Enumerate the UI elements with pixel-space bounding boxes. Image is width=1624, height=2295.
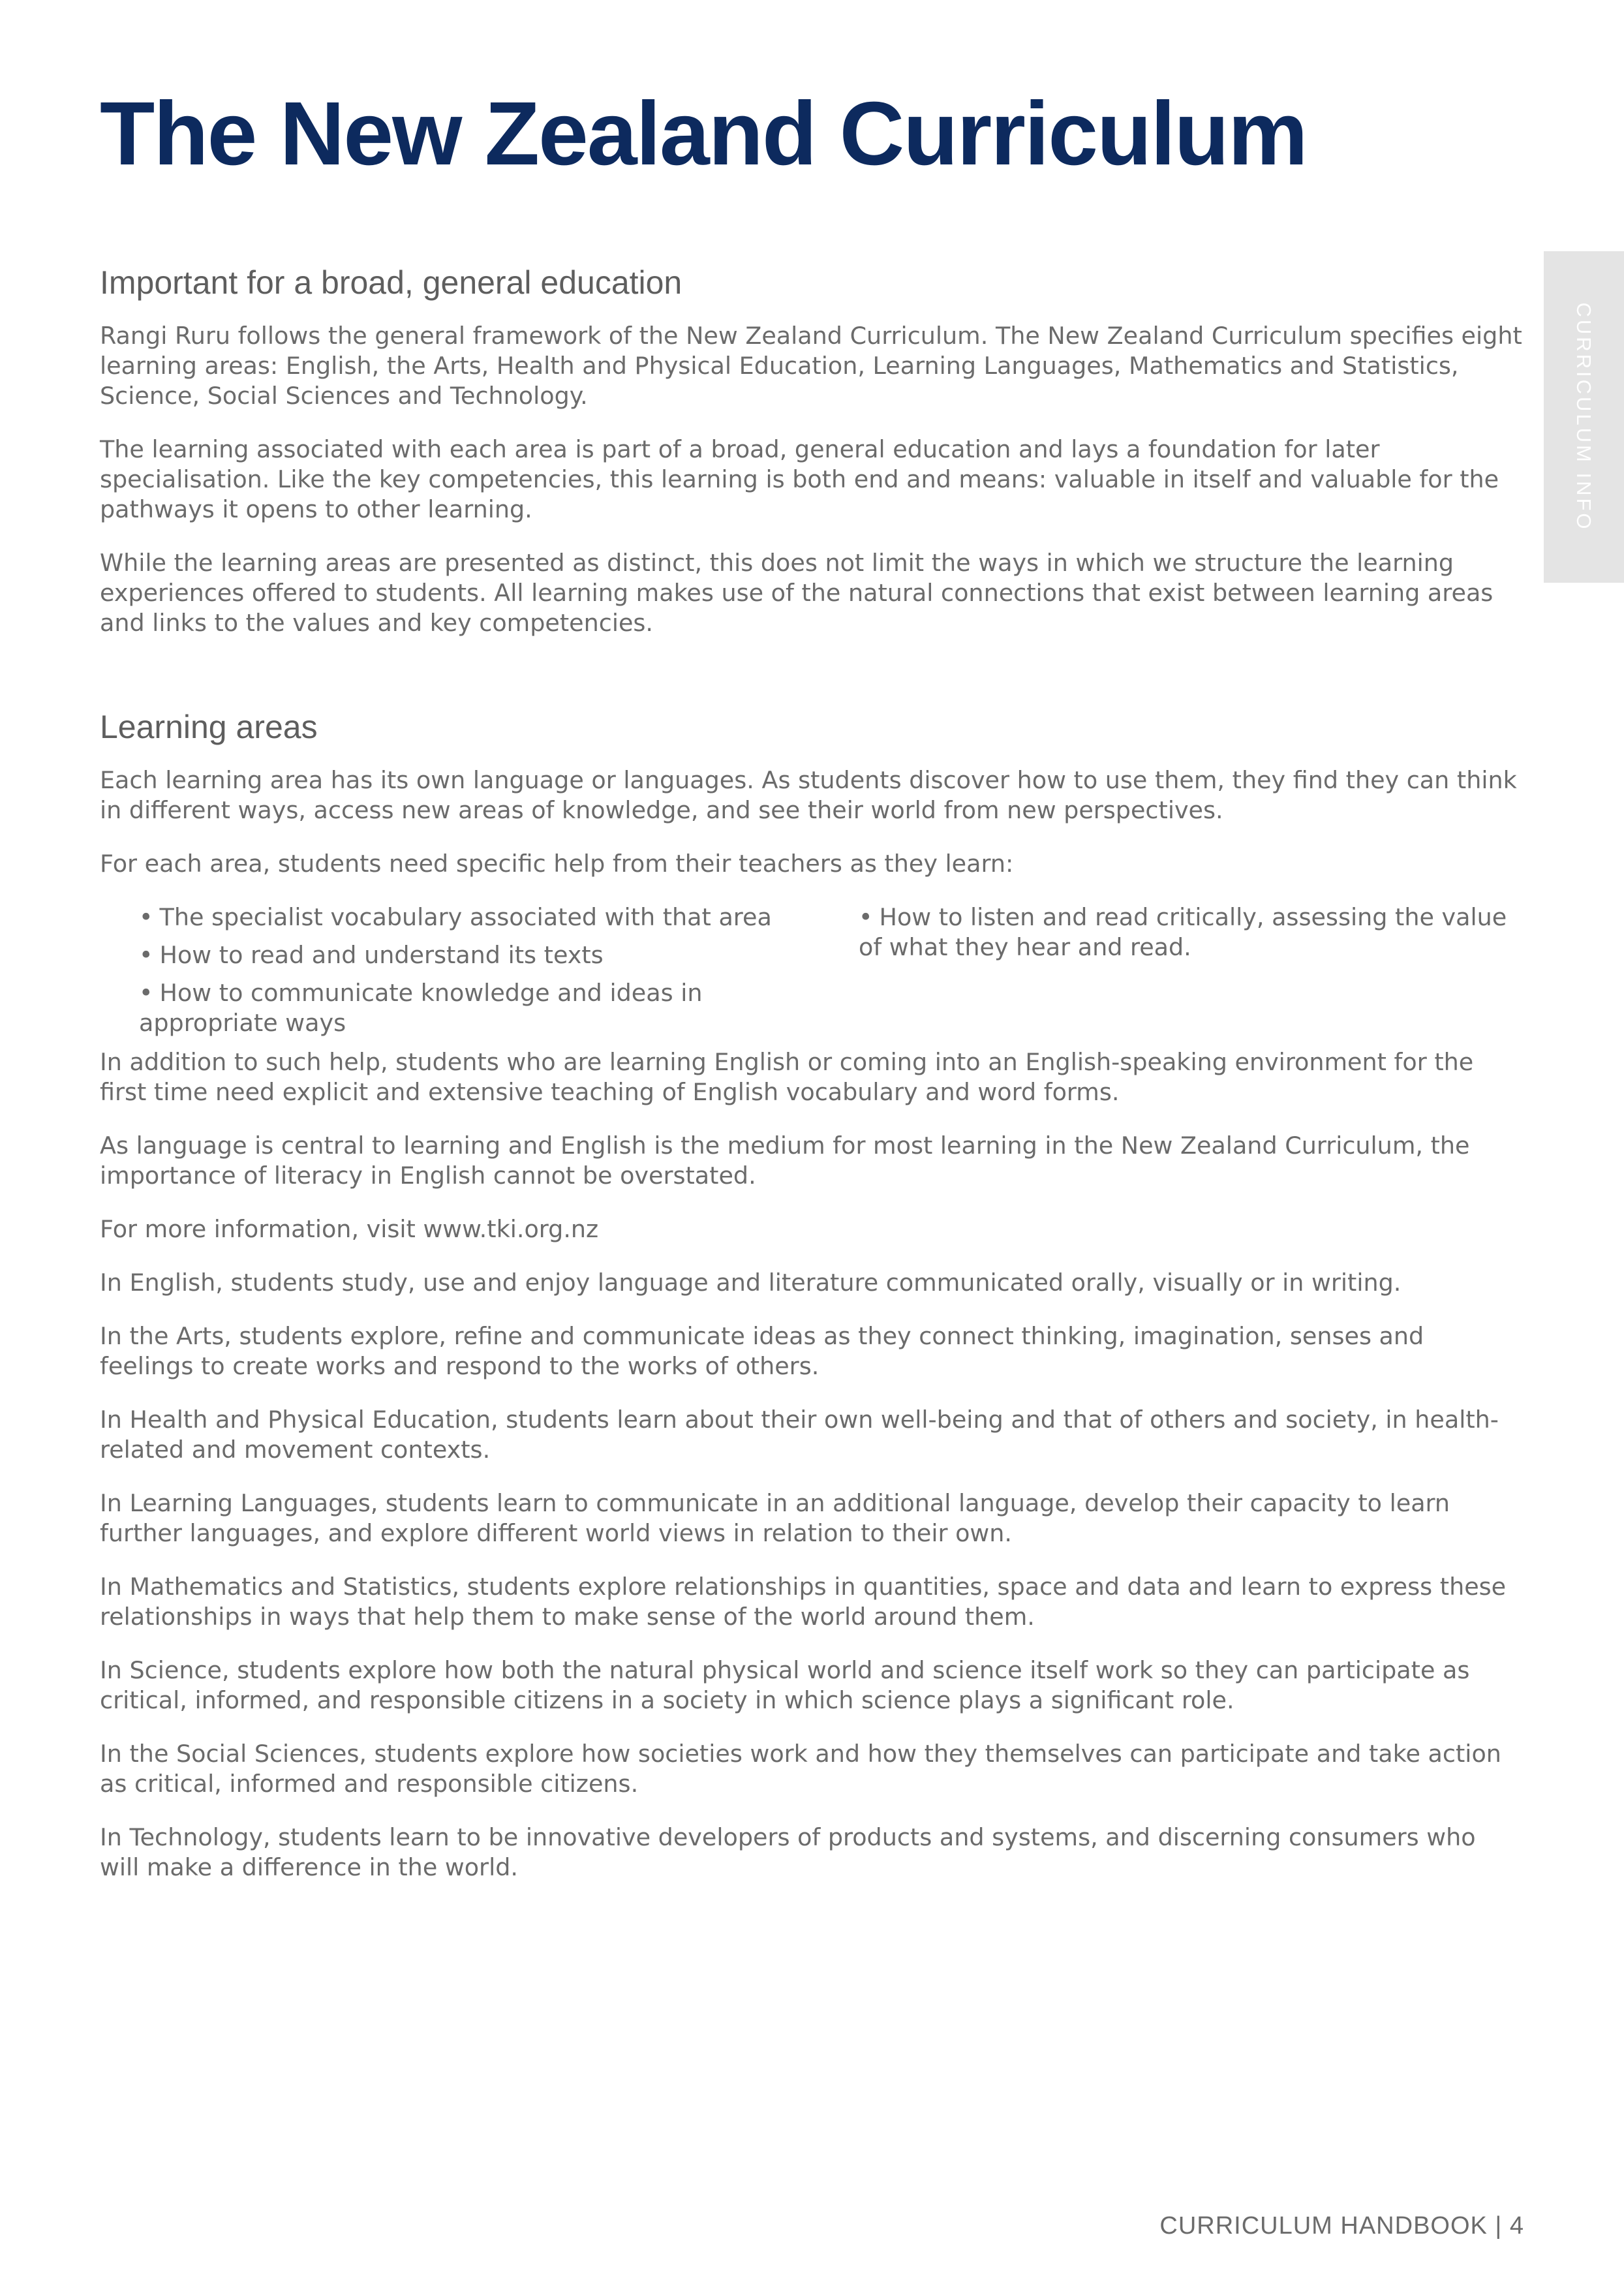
section-heading: Learning areas xyxy=(100,709,318,745)
paragraph: In addition to such help, students who are learning English or coming into an English-speaking environment for the first time need explicit and extensive teaching of English vocabulary and word forms. xyxy=(100,1048,1474,1106)
paragraph: As language is central to learning and English is the medium for most learning in the New Zealand Curriculum, the importance of literacy in English cannot be overstated. xyxy=(100,1132,1470,1190)
side-tab xyxy=(1544,251,1624,583)
bullet-icon: • xyxy=(139,979,153,1007)
bullet-column-right xyxy=(859,902,1531,970)
paragraph-arts: In the Arts, students explore, refine and communicate ideas as they connect thinking, imagination, senses and feelings to create works and respond to the works of others. xyxy=(100,1322,1424,1380)
page-footer: CURRICULUM HANDBOOK | 4 xyxy=(1159,2212,1524,2240)
section-broad-education xyxy=(100,261,1522,662)
list-item xyxy=(859,902,1531,963)
bullet-icon: • xyxy=(139,903,153,931)
bullet-icon: • xyxy=(859,903,873,931)
paragraph: The learning associated with each area is part of a broad, general education and lays a foundation for later specialisation. Like the key competencies, this learning is both end and means: valuable in itself and valuable for the pathways it opens to other learning. xyxy=(100,435,1499,523)
paragraph-learning-languages: In Learning Languages, students learn to communicate in an additional language, develop their capacity to learn further languages, and explore different world views in relation to their own. xyxy=(100,1489,1450,1547)
page-title: The New Zealand Curriculum xyxy=(100,84,1307,184)
paragraph: Rangi Ruru follows the general framework of the New Zealand Curriculum. The New Zealand Curriculum specifies eight learning areas: English, the Arts, Health and Physical Education, Learning Languages, Mathematics and Statistics, Science, Social Sciences and Technology. xyxy=(100,322,1522,410)
bullet-column-left xyxy=(139,902,818,1046)
paragraph-science: In Science, students explore how both the natural physical world and science itself work so they can participate as critical, informed, and responsible citizens in a society in which science plays a significant role. xyxy=(100,1656,1470,1714)
section-learning-areas xyxy=(100,705,1522,1906)
paragraph: While the learning areas are presented as distinct, this does not limit the ways in which we structure the learning experiences offered to students. All learning makes use of the natural connections that exist between learning areas and links to the values and key competencies. xyxy=(100,549,1494,637)
paragraph-technology: In Technology, students learn to be innovative developers of products and systems, and discerning consumers who will make a difference in the world. xyxy=(100,1823,1476,1881)
list-item xyxy=(139,902,818,932)
paragraph: Each learning area has its own language or languages. As students discover how to use them, they find they can think in different ways, access new areas of knowledge, and see their world from new perspectives. xyxy=(100,766,1517,824)
bullet-list xyxy=(100,902,1522,1038)
list-item-text: How to read and understand its texts xyxy=(159,941,604,969)
paragraph-mathematics: In Mathematics and Statistics, students explore relationships in quantities, space and data and learn to express these relationships in ways that help them to make sense of the world around them. xyxy=(100,1573,1507,1631)
side-tab-label: CURRICULUM INFO xyxy=(1572,302,1595,532)
list-item xyxy=(139,978,818,1038)
paragraph-english: In English, students study, use and enjoy language and literature communicated orally, visually or in writing. xyxy=(100,1269,1402,1297)
bullet-icon: • xyxy=(139,941,153,969)
list-item-text: How to listen and read critically, assessing the value of what they hear and read. xyxy=(859,903,1507,961)
list-item xyxy=(139,940,818,970)
list-item-text: How to communicate knowledge and ideas in appropriate ways xyxy=(139,979,703,1037)
section-heading: Important for a broad, general education xyxy=(100,264,682,301)
paragraph-health-pe: In Health and Physical Education, students learn about their own well-being and that of others and society, in health-related and movement contexts. xyxy=(100,1406,1499,1464)
paragraph-social-sciences: In the Social Sciences, students explore how societies work and how they themselves can participate and take action as critical, informed and responsible citizens. xyxy=(100,1740,1501,1798)
paragraph-more-info: For more information, visit www.tki.org.nz xyxy=(100,1215,599,1243)
paragraph: For each area, students need specific help from their teachers as they learn: xyxy=(100,850,1014,878)
list-item-text: The specialist vocabulary associated with that area xyxy=(159,903,772,931)
